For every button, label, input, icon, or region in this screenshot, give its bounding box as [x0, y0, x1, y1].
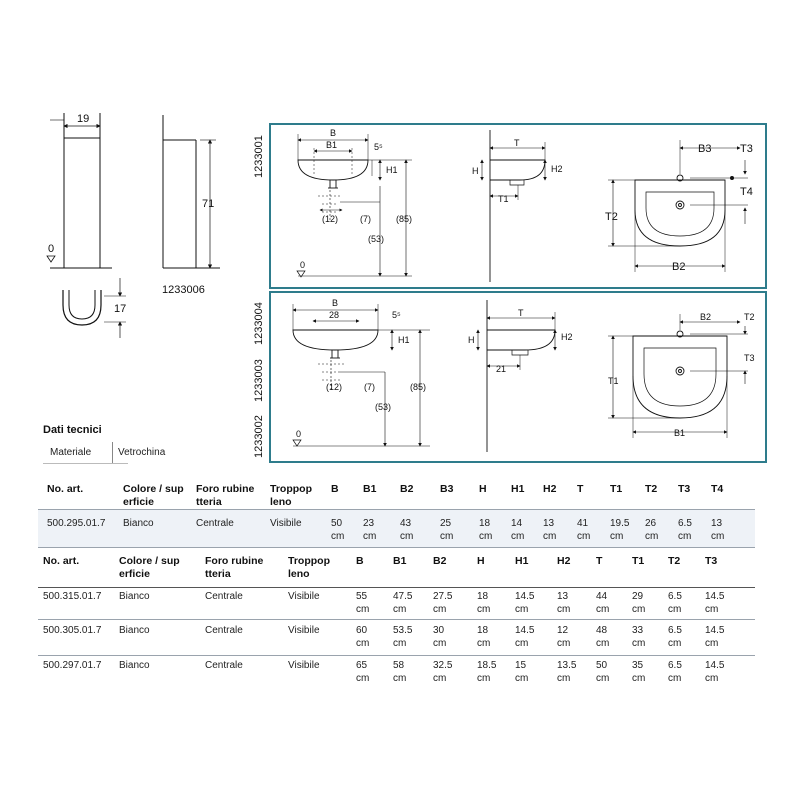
t2-row3-cell-h2: 13.5 cm: [557, 660, 577, 684]
t1-cell-colore: Bianco: [123, 518, 154, 529]
t2-row2-cell-b1: 53.5 cm: [393, 625, 413, 649]
t2-row3-cell-b: 65 cm: [356, 660, 370, 684]
t1-header-t1: T1: [610, 483, 623, 495]
top-t2-label: T2: [605, 211, 618, 223]
bottom-t1-label: T1: [608, 376, 619, 386]
top-t1-label: T1: [498, 194, 509, 204]
t2-header-h2: H2: [557, 555, 571, 567]
bottom-h-label: H: [468, 335, 475, 345]
t2-row2-cell-h1: 14.5 cm: [515, 625, 535, 649]
bottom-h2-label: H2: [561, 332, 573, 342]
top-front-view: [298, 134, 412, 276]
t2-row1-cell-t: 44 cm: [596, 591, 610, 615]
top-b-label: B: [330, 128, 337, 138]
t2-row2-cell-t: 48 cm: [596, 625, 610, 649]
t2-row3-cell-foro: Centrale: [205, 660, 243, 671]
t1-cell-t: 41 cm: [577, 518, 591, 542]
t1-cell-t3: 6.5 cm: [678, 518, 692, 542]
t2-row1-cell-t1: 29 cm: [632, 591, 646, 615]
bottom-variant-code-c: 1233002: [253, 415, 265, 458]
bottom-twentyeight-label: 28: [329, 310, 340, 320]
t2-row2-cell-colore: Bianco: [119, 625, 150, 636]
column-side-view: [163, 115, 220, 268]
t1-cell-b3: 25 cm: [440, 518, 454, 542]
t2-row2-cell-troppopieno: Visibile: [288, 625, 320, 636]
t1-header-t4: T4: [711, 483, 724, 495]
bottom-t3-label: T3: [744, 353, 755, 363]
t1-header-art: No. art.: [47, 483, 84, 495]
top-b2-label: B2: [672, 261, 686, 273]
column-code-label: 1233006: [162, 284, 205, 296]
t2-header-t3: T3: [705, 555, 718, 567]
bottom-seven-label: (7): [364, 382, 375, 392]
t2-row3-cell-t: 50 cm: [596, 660, 610, 684]
t2-row1-cell-t2: 6.5 cm: [668, 591, 682, 615]
bottom-b1-label: B1: [674, 428, 686, 438]
bottom-h1-label: H1: [398, 335, 410, 345]
bottom-five-label: 5⁵: [392, 310, 401, 320]
t2-header-art: No. art.: [43, 555, 80, 567]
floor-marker-icon: [47, 256, 55, 262]
t1-header-t3: T3: [678, 483, 691, 495]
t2-row3-cell-troppopieno: Visibile: [288, 660, 320, 671]
t1-header-troppopieno: Troppop leno: [270, 483, 312, 508]
t2-row2-cell-h2: 12 cm: [557, 625, 571, 649]
t1-cell-b2: 43 cm: [400, 518, 414, 542]
bottom-side-view: [478, 300, 555, 452]
t2-row2-cell-foro: Centrale: [205, 625, 243, 636]
t2-row1-cell-b: 55 cm: [356, 591, 370, 615]
t2-row2-cell-t2: 6.5 cm: [668, 625, 682, 649]
t2-row3-cell-h: 18.5 cm: [477, 660, 497, 684]
bottom-variant-code-a: 1233004: [253, 302, 265, 345]
t1-header-b3: B3: [440, 483, 454, 495]
bottom-fiftythree-label: (53): [375, 402, 392, 412]
t2-row1-cell-h1: 14.5 cm: [515, 591, 535, 615]
t2-row3-cell-h1: 15 cm: [515, 660, 529, 684]
t2-row1-cell-b1: 47.5 cm: [393, 591, 413, 615]
t1-cell-h: 18 cm: [479, 518, 493, 542]
t1-header-foro: Foro rubine tteria: [196, 483, 255, 508]
top-eightyfive-label: (85): [396, 214, 413, 224]
t2-header-h: H: [477, 555, 485, 567]
t1-header-colore: Colore / sup erficie: [123, 483, 184, 508]
top-t3-label: T3: [740, 143, 753, 155]
t2-row1-cell-foro: Centrale: [205, 591, 243, 602]
floor-zero-label: 0: [48, 243, 55, 255]
t1-cell-foro: Centrale: [196, 518, 234, 529]
t1-cell-b: 50 cm: [331, 518, 345, 542]
bottom-floor-marker-icon: [293, 440, 301, 446]
top-variant-code: 1233001: [253, 135, 265, 178]
top-b1-label: B1: [326, 140, 338, 150]
t1-header-t2: T2: [645, 483, 658, 495]
top-twelve-label: (12): [322, 214, 339, 224]
t1-cell-art: 500.295.01.7: [47, 518, 106, 529]
material-underline: [43, 463, 128, 464]
bottom-zero-label: 0: [296, 429, 302, 439]
t2-header-b2: B2: [433, 555, 447, 567]
bottom-variant-code-b: 1233003: [253, 359, 265, 402]
t2-row2-cell-t3: 14.5 cm: [705, 625, 725, 649]
t1-cell-t4: 13 cm: [711, 518, 725, 542]
t1-header-h: H: [479, 483, 487, 495]
t2-row1-cell-h: 18 cm: [477, 591, 491, 615]
t1-cell-h2: 13 cm: [543, 518, 557, 542]
t2-header-b1: B1: [393, 555, 407, 567]
top-b3-label: B3: [698, 143, 712, 155]
bottom-twelve-label: (12): [326, 382, 343, 392]
bottom-b2-label: B2: [700, 312, 712, 322]
t2-row3-cell-art: 500.297.01.7: [43, 660, 102, 671]
bottom-plan-view: [608, 314, 748, 438]
t2-row2-cell-h: 18 cm: [477, 625, 491, 649]
t2-row1-cell-colore: Bianco: [119, 591, 150, 602]
material-value: Vetrochina: [118, 447, 166, 458]
top-plan-dot-icon: [730, 176, 734, 180]
material-label: Materiale: [50, 447, 92, 458]
bottom-t-label: T: [518, 308, 524, 318]
t1-cell-troppopieno: Visibile: [270, 518, 302, 529]
table2-header-divider: [38, 587, 755, 588]
t2-row3-cell-t3: 14.5 cm: [705, 660, 725, 684]
t2-header-t2: T2: [668, 555, 681, 567]
material-divider: [112, 442, 113, 464]
top-plan-view: [608, 140, 748, 272]
t2-row1-cell-b2: 27.5 cm: [433, 591, 453, 615]
top-zero-label: 0: [300, 260, 306, 270]
bottom-twentyone-label: 21: [496, 364, 507, 374]
t2-row3-cell-b2: 32.5 cm: [433, 660, 453, 684]
column-front-view: [50, 113, 112, 268]
top-t-label: T: [514, 138, 520, 148]
t1-header-b: B: [331, 483, 339, 495]
t2-row2-cell-t1: 33 cm: [632, 625, 646, 649]
top-variant-frame: [270, 124, 766, 288]
table1-header-divider: [38, 509, 755, 510]
t2-row2-cell-art: 500.305.01.7: [43, 625, 102, 636]
t2-header-h1: H1: [515, 555, 529, 567]
top-h-label: H: [472, 166, 479, 176]
t2-row1-cell-h2: 13 cm: [557, 591, 571, 615]
table1-bottom-divider: [38, 547, 755, 548]
t2-row1-cell-art: 500.315.01.7: [43, 591, 102, 602]
bottom-eightyfive-label: (85): [410, 382, 427, 392]
t1-header-h1: H1: [511, 483, 525, 495]
t1-header-t: T: [577, 483, 584, 495]
t2-header-troppopieno: Troppop leno: [288, 555, 330, 580]
table2-row2-divider: [38, 655, 755, 656]
t2-row1-cell-troppopieno: Visibile: [288, 591, 320, 602]
column-height-label: 71: [202, 198, 215, 210]
siphon-depth-label: 17: [114, 303, 127, 315]
t1-header-b1: B1: [363, 483, 377, 495]
t1-cell-t1: 19.5 cm: [610, 518, 630, 542]
top-fiftythree-label: (53): [368, 234, 385, 244]
t2-row3-cell-colore: Bianco: [119, 660, 150, 671]
t1-cell-b1: 23 cm: [363, 518, 377, 542]
top-h2-label: H2: [551, 164, 563, 174]
t2-header-colore: Colore / sup erficie: [119, 555, 180, 580]
bottom-b-label: B: [332, 298, 339, 308]
t2-row1-cell-t3: 14.5 cm: [705, 591, 725, 615]
t1-cell-t2: 26 cm: [645, 518, 659, 542]
t2-row3-cell-t1: 35 cm: [632, 660, 646, 684]
t2-header-foro: Foro rubine tteria: [205, 555, 264, 580]
top-five-label: 5⁵: [374, 142, 383, 152]
t2-row2-cell-b: 60 cm: [356, 625, 370, 649]
bottom-t2-label: T2: [744, 312, 755, 322]
bottom-front-view: [293, 304, 430, 446]
t2-row3-cell-b1: 58 cm: [393, 660, 407, 684]
table2-row1-divider: [38, 619, 755, 620]
dati-tecnici-title: Dati tecnici: [43, 424, 102, 436]
t2-row3-cell-t2: 6.5 cm: [668, 660, 682, 684]
top-h1-label: H1: [386, 165, 398, 175]
t2-header-t1: T1: [632, 555, 645, 567]
column-width-label: 19: [77, 113, 90, 125]
t2-header-t: T: [596, 555, 603, 567]
t2-row2-cell-b2: 30 cm: [433, 625, 447, 649]
t1-cell-h1: 14 cm: [511, 518, 525, 542]
top-seven-label: (7): [360, 214, 371, 224]
t1-header-h2: H2: [543, 483, 557, 495]
t1-header-b2: B2: [400, 483, 414, 495]
top-t4-label: T4: [740, 186, 753, 198]
t2-header-b: B: [356, 555, 364, 567]
top-side-view: [482, 130, 545, 282]
